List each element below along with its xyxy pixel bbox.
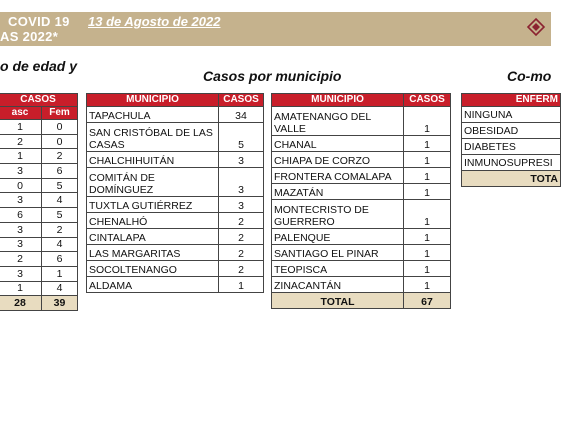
age-table-row — [0, 266, 78, 281]
municipio-cases: 1 — [404, 245, 451, 261]
age-total-male: 28 — [0, 296, 42, 311]
municipio-name: COMITÁN DE DOMÍNGUEZ — [87, 168, 219, 197]
comorbidity-name: INMUNOSUPRESI — [462, 155, 561, 171]
table-row — [87, 213, 264, 229]
comorbidity-header: ENFERM — [462, 94, 561, 107]
municipio-cases: 1 — [404, 107, 451, 136]
age-table-row — [0, 252, 78, 267]
municipio-name: AMATENANGO DEL VALLE — [272, 107, 404, 136]
municipio-name: PALENQUE — [272, 229, 404, 245]
table-row — [87, 107, 264, 123]
municipio-cases: 1 — [404, 184, 451, 200]
header-banner — [0, 12, 551, 46]
comorbidity-total-row — [462, 171, 561, 187]
table-row — [87, 152, 264, 168]
municipio-name: SOCOLTENANGO — [87, 261, 219, 277]
municipio-name: CINTALAPA — [87, 229, 219, 245]
age-cell-female: 4 — [42, 281, 78, 296]
comorbidity-total-label: TOTA — [462, 171, 561, 187]
table-row — [272, 107, 451, 136]
age-cell-male: 3 — [0, 164, 42, 179]
municipio-cases: 2 — [219, 213, 264, 229]
age-cell-male: 3 — [0, 222, 42, 237]
comorbidity-name: NINGUNA — [462, 107, 561, 123]
table-row — [272, 136, 451, 152]
logo-icon — [527, 18, 545, 36]
age-cell-female: 0 — [42, 134, 78, 149]
section-title-municipio: Casos por municipio — [203, 68, 342, 84]
municipio-name: TAPACHULA — [87, 107, 219, 123]
mun2-header-casos: CASOS — [404, 94, 451, 107]
age-cell-female: 4 — [42, 193, 78, 208]
age-cell-male: 0 — [0, 178, 42, 193]
municipio-name: CHENALHÓ — [87, 213, 219, 229]
table-row — [272, 261, 451, 277]
age-table-row — [0, 237, 78, 252]
table-row — [272, 229, 451, 245]
comorbidity-name: OBESIDAD — [462, 123, 561, 139]
age-cell-female: 6 — [42, 252, 78, 267]
municipio-cases: 2 — [219, 229, 264, 245]
age-table-row — [0, 193, 78, 208]
table-row — [272, 245, 451, 261]
municipio-name: ALDAMA — [87, 277, 219, 293]
municipio-cases: 3 — [219, 168, 264, 197]
municipio-cases: 1 — [404, 136, 451, 152]
age-cell-male: 3 — [0, 237, 42, 252]
header-title: COVID 19 — [8, 14, 70, 29]
age-cell-female: 4 — [42, 237, 78, 252]
municipio-name: CHALCHIHUITÁN — [87, 152, 219, 168]
municipio-name: LAS MARGARITAS — [87, 245, 219, 261]
age-total-row — [0, 296, 78, 311]
municipio-name: MAZATÁN — [272, 184, 404, 200]
table-row — [272, 200, 451, 229]
table-row — [272, 168, 451, 184]
municipio-name: CHIAPA DE CORZO — [272, 152, 404, 168]
section-title-comorbidity: Co-mo — [507, 68, 552, 84]
municipio-name: SANTIAGO EL PINAR — [272, 245, 404, 261]
municipio-cases: 3 — [219, 197, 264, 213]
header-date: 13 de Agosto de 2022 — [88, 14, 221, 29]
age-subheader-male: asc — [0, 107, 42, 120]
age-subheader-female: Fem — [42, 107, 78, 120]
municipio-cases: 1 — [404, 200, 451, 229]
municipio-name: CHANAL — [272, 136, 404, 152]
age-cell-male: 3 — [0, 266, 42, 281]
municipio-cases: 5 — [219, 123, 264, 152]
table-row — [462, 123, 561, 139]
municipio-cases: 1 — [404, 261, 451, 277]
table-row — [87, 245, 264, 261]
municipio-name: TUXTLA GUTIÉRREZ — [87, 197, 219, 213]
table-row — [462, 155, 561, 171]
age-cell-female: 0 — [42, 120, 78, 135]
municipio-cases: 1 — [404, 277, 451, 293]
municipio-cases: 1 — [404, 229, 451, 245]
age-table-row — [0, 281, 78, 296]
age-total-female: 39 — [42, 296, 78, 311]
municipio-name: MONTECRISTO DE GUERRERO — [272, 200, 404, 229]
table-row — [272, 184, 451, 200]
age-sex-table — [0, 93, 78, 311]
age-cell-female: 2 — [42, 222, 78, 237]
age-cell-male: 3 — [0, 193, 42, 208]
mun2-header-municipio: MUNICIPIO — [272, 94, 404, 107]
municipio-name: ZINACANTÁN — [272, 277, 404, 293]
mun1-header-casos: CASOS — [219, 94, 264, 107]
age-cell-female: 1 — [42, 266, 78, 281]
table-row — [87, 123, 264, 152]
table-row — [87, 229, 264, 245]
mun2-total-row — [272, 293, 451, 309]
age-cell-female: 5 — [42, 208, 78, 223]
age-cell-male: 1 — [0, 120, 42, 135]
age-table-row — [0, 178, 78, 193]
mun2-total-label: TOTAL — [272, 293, 404, 309]
municipio-cases: 34 — [219, 107, 264, 123]
table-row — [87, 261, 264, 277]
municipio-name: SAN CRISTÓBAL DE LAS CASAS — [87, 123, 219, 152]
mun1-header-municipio: MUNICIPIO — [87, 94, 219, 107]
age-table-row — [0, 208, 78, 223]
municipio-table-2 — [271, 93, 451, 309]
comorbidity-name: DIABETES — [462, 139, 561, 155]
age-cell-male: 1 — [0, 281, 42, 296]
municipio-name: FRONTERA COMALAPA — [272, 168, 404, 184]
age-cell-male: 2 — [0, 252, 42, 267]
table-row — [272, 152, 451, 168]
comorbidity-table — [461, 93, 561, 187]
table-row — [87, 277, 264, 293]
age-cell-female: 2 — [42, 149, 78, 164]
header-subtitle: AS 2022* — [0, 29, 59, 44]
municipio-cases: 1 — [404, 152, 451, 168]
table-row — [462, 107, 561, 123]
age-table-row — [0, 149, 78, 164]
age-cell-male: 6 — [0, 208, 42, 223]
age-cell-female: 5 — [42, 178, 78, 193]
mun2-total-value: 67 — [404, 293, 451, 309]
age-table-row — [0, 120, 78, 135]
table-row — [462, 139, 561, 155]
municipio-cases: 2 — [219, 245, 264, 261]
table-row — [272, 277, 451, 293]
municipio-name: TEOPISCA — [272, 261, 404, 277]
section-title-age: o de edad y — [0, 58, 78, 74]
age-table-header: CASOS — [0, 94, 78, 107]
municipio-cases: 1 — [404, 168, 451, 184]
municipio-cases: 1 — [219, 277, 264, 293]
table-row — [87, 197, 264, 213]
age-table-row — [0, 134, 78, 149]
age-table-row — [0, 164, 78, 179]
age-cell-male: 1 — [0, 149, 42, 164]
age-cell-male: 2 — [0, 134, 42, 149]
municipio-table-1 — [86, 93, 264, 293]
age-cell-female: 6 — [42, 164, 78, 179]
table-row — [87, 168, 264, 197]
municipio-cases: 3 — [219, 152, 264, 168]
municipio-cases: 2 — [219, 261, 264, 277]
age-table-row — [0, 222, 78, 237]
